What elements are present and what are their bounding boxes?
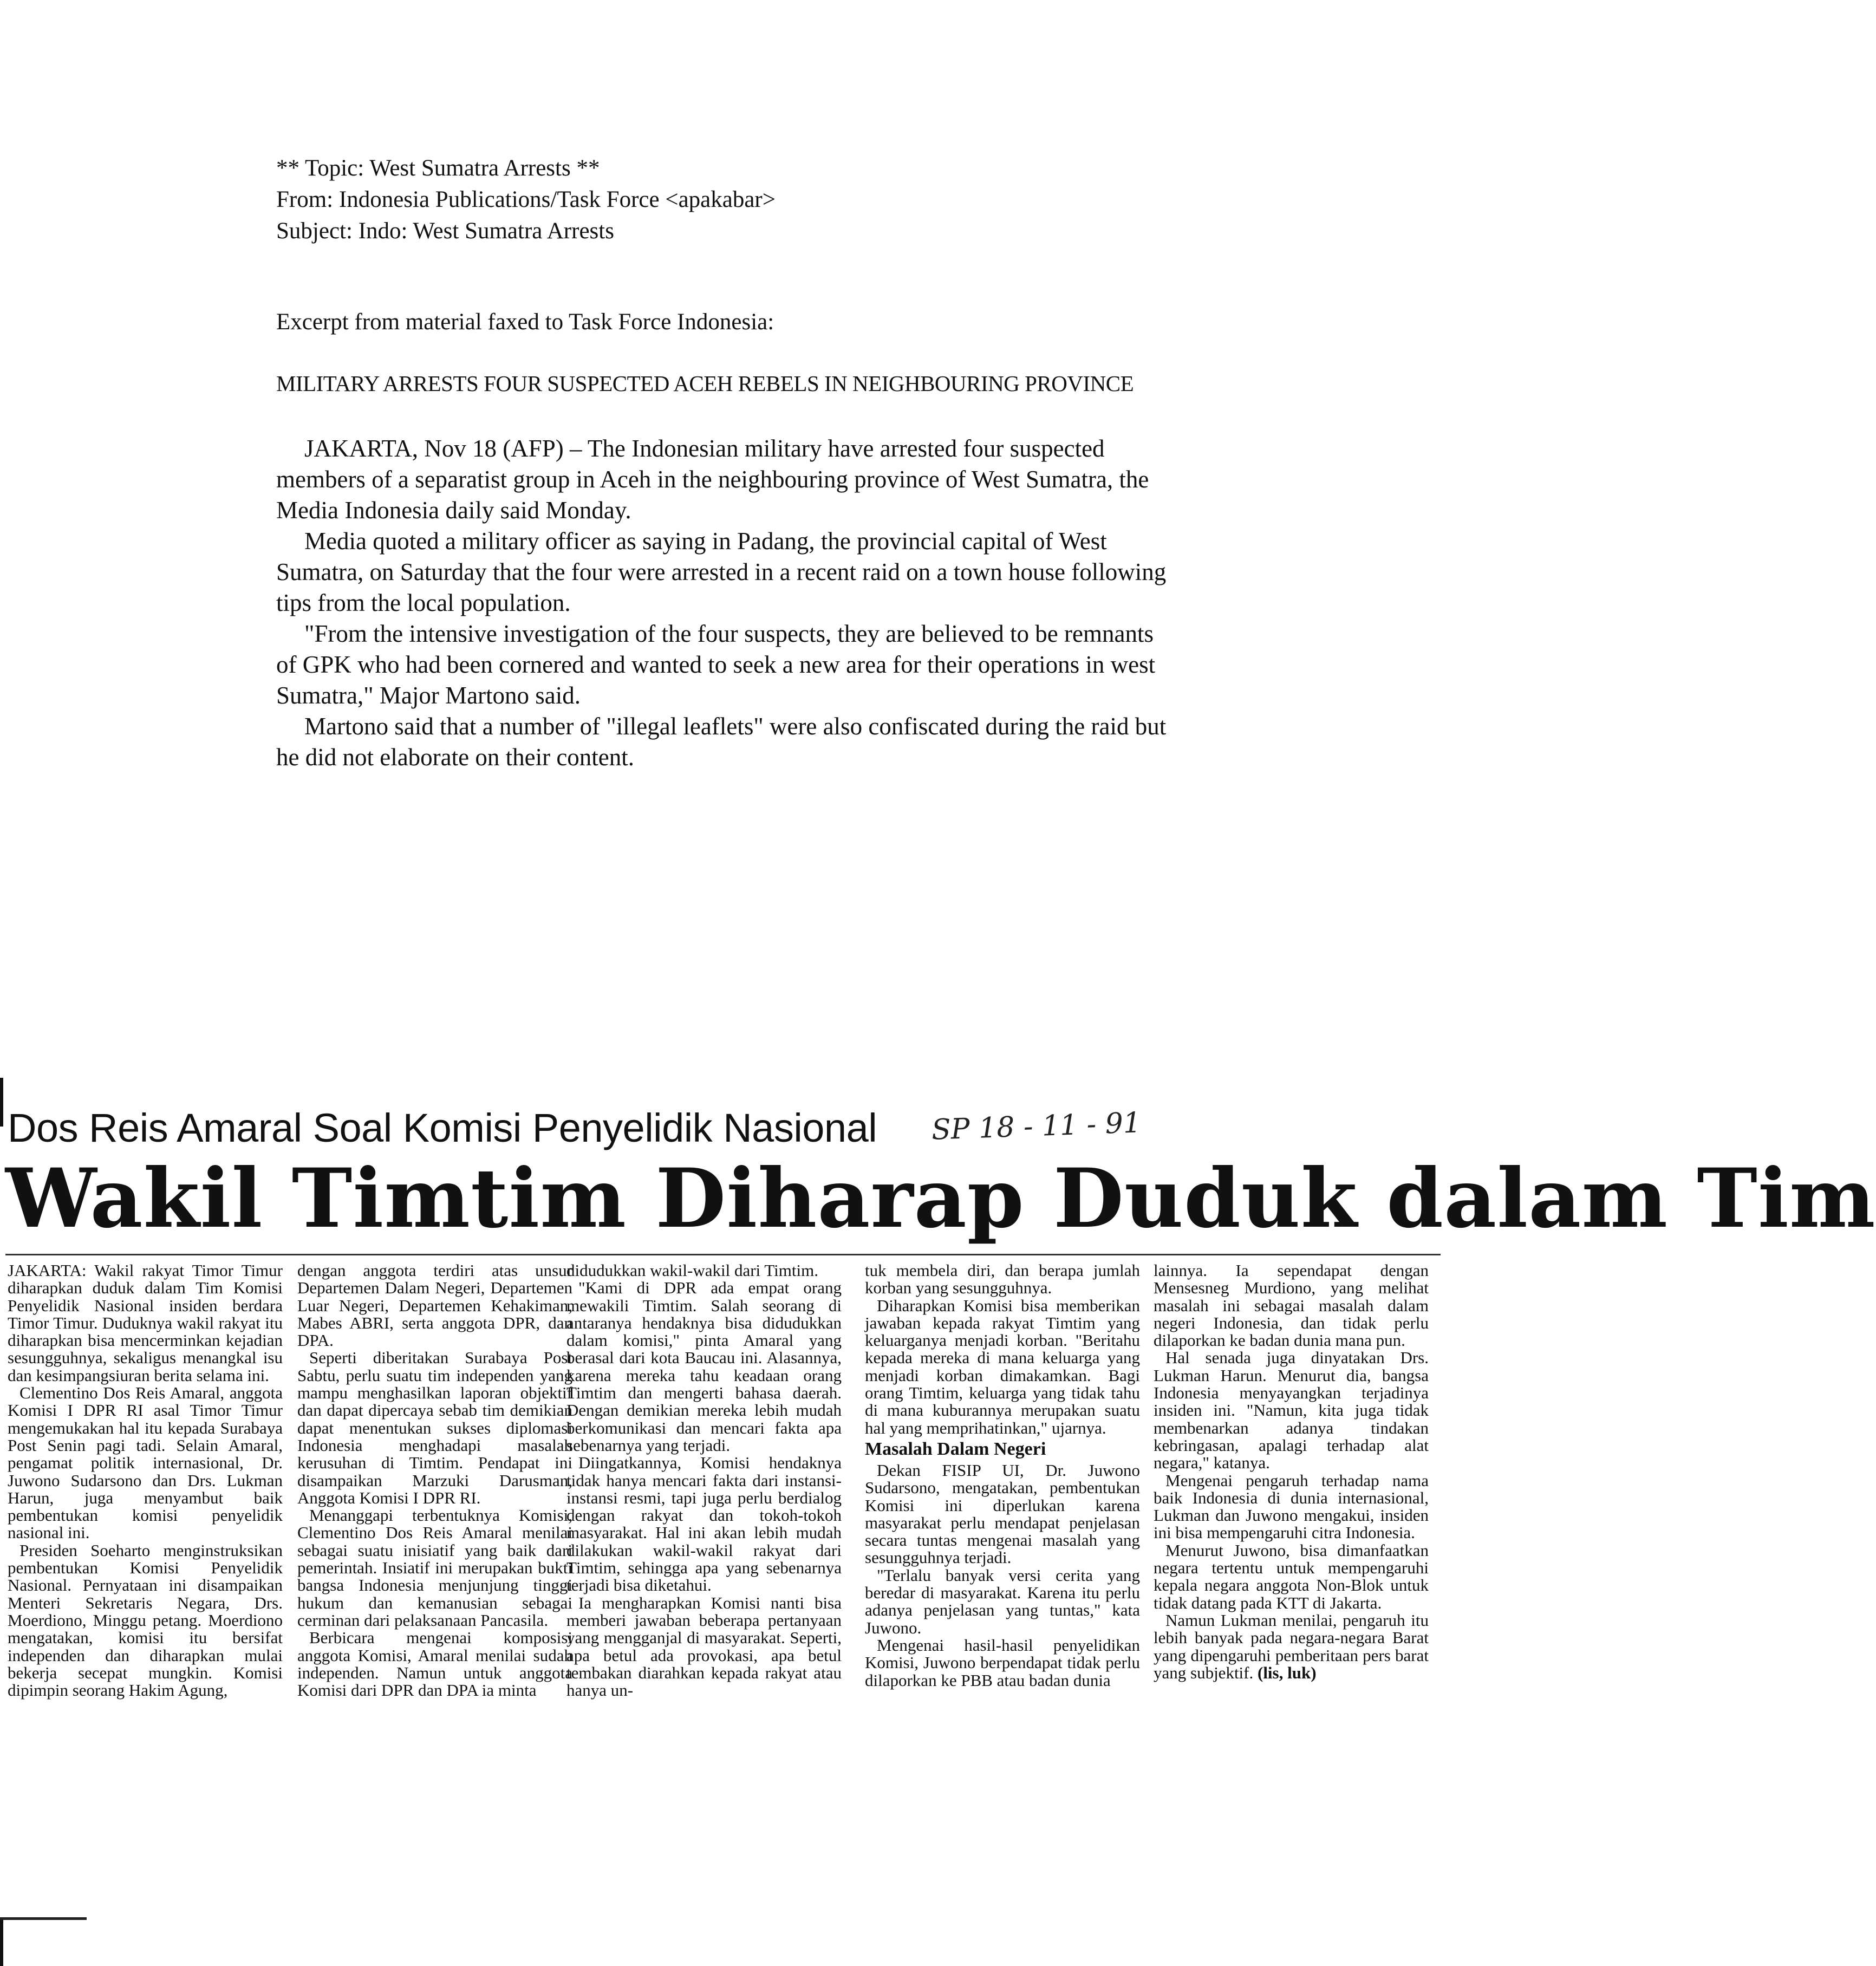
last-paragraph-text: Namun Lukman menilai, pengaruh itu lebih banyak pada negara-negara Barat yang dipengaruhi pemberitaan pers barat yang subjektif. <box>1154 1610 1429 1682</box>
column-paragraph: Dekan FISIP UI, Dr. Juwono Sudarsono, mengatakan, pembentukan Komisi ini diperlukan karena masyarakat perlu mendapat penjelasan secara tuntas mengenai masalah yang sesungguhnya terjadi. <box>865 1460 1140 1567</box>
clipping-headline: Wakil Timtim Diharap Duduk dalam Tim <box>5 1151 1876 1246</box>
column-paragraph: Menanggapi terbentuknya Komisi, Clementino Dos Reis Amaral menilai sebagai suatu inisiatif yang baik dari pemerintah. Insiatif ini merupakan bukti bangsa Indonesia menjunjung tinggi hukum dan kemanusian sebagai cerminan dari pelaksanaan Pancasila. <box>297 1506 572 1630</box>
column-paragraph: Menurut Juwono, bisa dimanfaatkan negara tertentu untuk mempengaruhi kepala negara anggota Non-Blok untuk tidak datang pada KTT di Jakarta. <box>1154 1540 1429 1612</box>
fax-header <box>276 153 1305 247</box>
column-paragraph: Mengenai pengaruh terhadap nama baik Indonesia di dunia internasional, Lukman dan Juwono mengakui, insiden ini bisa mempengaruhi citra Indonesia. <box>1154 1470 1429 1542</box>
column-paragraph: Seperti diberitakan Surabaya Post Sabtu, perlu suatu tim independen yang mampu menghasilkan laporan objektif dan dapat dipercaya sebab tim demikian dapat menentukan sukses diplomasi Indonesia menghadapi masalah kerusuhan di Timtim. Pendapat ini disampaikan Marzuki Darusman, Anggota Komisi I DPR RI. <box>297 1348 572 1507</box>
english-headline: MILITARY ARRESTS FOUR SUSPECTED ACEH REBELS IN NEIGHBOURING PROVINCE <box>276 371 1134 396</box>
column-paragraph: JAKARTA: Wakil rakyat Timor Timur diharapkan duduk dalam Tim Komisi Penyelidik Nasional insiden berdara Timor Timur. Duduknya wakil rakyat itu diharapkan bisa mencerminkan kejadian sesungguhnya, sekaligus menangkal isu dan kesimpangsiuran berita selama ini. <box>8 1261 283 1385</box>
column-paragraph: Clementino Dos Reis Amaral, anggota Komisi I DPR RI asal Timor Timur mengemukakan hal itu kepada Surabaya Post Senin pagi tadi. Selain Amaral, pengamat politik internasional, Dr. Juwono Sudarsono dan Drs. Lukman Harun, juga menyambut baik pembentukan komisi penyelidik nasional ini. <box>8 1383 283 1542</box>
column-paragraph: Berbicara mengenai komposisi anggota Komisi, Amaral menilai sudah independen. Namun untuk anggota Komisi dari DPR dan DPA ia minta <box>297 1628 572 1700</box>
column-paragraph: "Kami di DPR ada empat orang mewakili Timtim. Salah seorang di antaranya hendaknya bisa didudukkan dalam komisi," pinta Amaral yang berasal dari kota Baucau ini. Alasannya, karena mereka tahu keadaan orang Timtim dan mengerti bahasa daerah. Dengan demikian mereka lebih mudah berkomunikasi dan mencari fakta apa sebenarnya yang terjadi. <box>566 1278 842 1455</box>
clipping-columns <box>8 1262 1443 1901</box>
column-subhead: Masalah Dalam Negeri <box>865 1438 1046 1459</box>
article-paragraph: "From the intensive investigation of the four suspects, they are believed to be remnants of GPK who had been cornered and wanted to seek a new area for their operations in west Sumatra," Major Martono said. <box>276 620 1156 709</box>
headline-rule <box>5 1254 1441 1255</box>
column-5 <box>1154 1262 1429 1682</box>
column-4 <box>865 1262 1140 1689</box>
column-paragraph: Diharapkan Komisi bisa memberikan jawaban kepada rakyat Timtim yang keluarganya menjadi korban. "Beritahu kepada mereka di mana keluarga yang menjadi korban dimakamkan. Bagi orang Timtim, keluarga yang tidak tahu di mana kuburannya merupakan suatu hal yang memprihatinkan," ujarnya. <box>865 1296 1140 1437</box>
clipping-kicker: Dos Reis Amaral Soal Komisi Penyelidik Nasional <box>8 1105 877 1150</box>
fax-subject: Subject: Indo: West Sumatra Arrests <box>276 218 614 244</box>
column-paragraph: Ia mengharapkan Komisi nanti bisa memberi jawaban beberapa pertanyaan yang mengganjal di masyarakat. Seperti, apa betul ada provokasi, apa betul tembakan diarahkan kepada rakyat atau hanya un- <box>566 1593 842 1700</box>
column-1 <box>8 1262 283 1699</box>
column-3 <box>566 1262 842 1699</box>
article-paragraph: Media quoted a military officer as saying in Padang, the provincial capital of West Sumatra, on Saturday that the four were arrested in a recent raid on a town house following tips from the local population. <box>276 528 1167 616</box>
clipping-bottom-mark <box>0 1917 87 1920</box>
column-paragraph: "Terlalu banyak versi cerita yang beredar di masyarakat. Karena itu perlu adanya penjelasan yang tuntas," kata Juwono. <box>865 1565 1140 1637</box>
excerpt-line: Excerpt from material faxed to Task Force Indonesia: <box>276 309 774 335</box>
column-paragraph: Hal senada juga dinyatakan Drs. Lukman Harun. Menurut dia, bangsa Indonesia menyayangkan terjadinya insiden ini. "Namun, kita juga tidak membenarkan adanya tindakan kebringasan, apalagi terhadap alat negara," katanya. <box>1154 1348 1429 1473</box>
article-paragraph: JAKARTA, Nov 18 (AFP) – The Indonesian military have arrested four suspected members of a separatist group in Aceh in the neighbouring province of West Sumatra, the Media Indonesia daily said Monday. <box>276 435 1149 524</box>
column-2 <box>297 1262 572 1699</box>
column-paragraph: dengan anggota terdiri atas unsur Departemen Dalam Negeri, Departemen Luar Negeri, Departemen Kehakiman, Mabes ABRI, serta anggota DPR, dan DPA. <box>297 1261 572 1350</box>
column-paragraph: didudukkan wakil-wakil dari Timtim. <box>566 1261 818 1280</box>
byline: (lis, luk) <box>1258 1663 1317 1682</box>
column-paragraph: lainnya. Ia sependapat dengan Mensesneg Murdiono, yang melihat masalah ini sebagai masalah dalam negeri Indonesia, dan tidak perlu dilaporkan ke badan dunia mana pun. <box>1154 1261 1429 1350</box>
column-paragraph <box>1154 1612 1429 1682</box>
handwritten-date-note: SP 18 - 11 - 91 <box>931 1106 1142 1147</box>
clipping-bottom-edge <box>0 1917 3 1966</box>
column-paragraph: Presiden Soeharto menginstruksikan pembentukan Komisi Penyelidik Nasional. Pernyataan ini disampaikan Menteri Sekretaris Negara, Drs. Moerdiono, Minggu petang. Moerdiono mengatakan, komisi itu bersifat independen dan diharapkan mulai bekerja secepat mungkin. Komisi dipimpin seorang Hakim Agung, <box>8 1540 283 1700</box>
article-paragraph: Martono said that a number of "illegal leaflets" were also confiscated during the raid but he did not elaborate on their content. <box>276 713 1167 771</box>
column-paragraph: tuk membela diri, dan berapa jumlah korban yang sesungguhnya. <box>865 1261 1140 1298</box>
fax-from: From: Indonesia Publications/Task Force <apakabar> <box>276 187 776 212</box>
english-article <box>276 433 1175 773</box>
clipping-edge-mark <box>0 1078 3 1127</box>
column-paragraph: Diingatkannya, Komisi hendaknya tidak hanya mencari fakta dari instansi-instansi resmi, tapi juga perlu berdialog dengan rakyat dan tokoh-tokoh masyarakat. Hal ini akan lebih mudah dilakukan wakil-wakil rakyat dari Timtim, sehingga apa yang sebenarnya terjadi bisa diketahui. <box>566 1453 842 1595</box>
column-paragraph: Mengenai hasil-hasil penyelidikan Komisi, Juwono berpendapat tidak perlu dilaporkan ke PBB atau badan dunia <box>865 1635 1140 1690</box>
fax-topic: ** Topic: West Sumatra Arrests ** <box>276 155 600 181</box>
